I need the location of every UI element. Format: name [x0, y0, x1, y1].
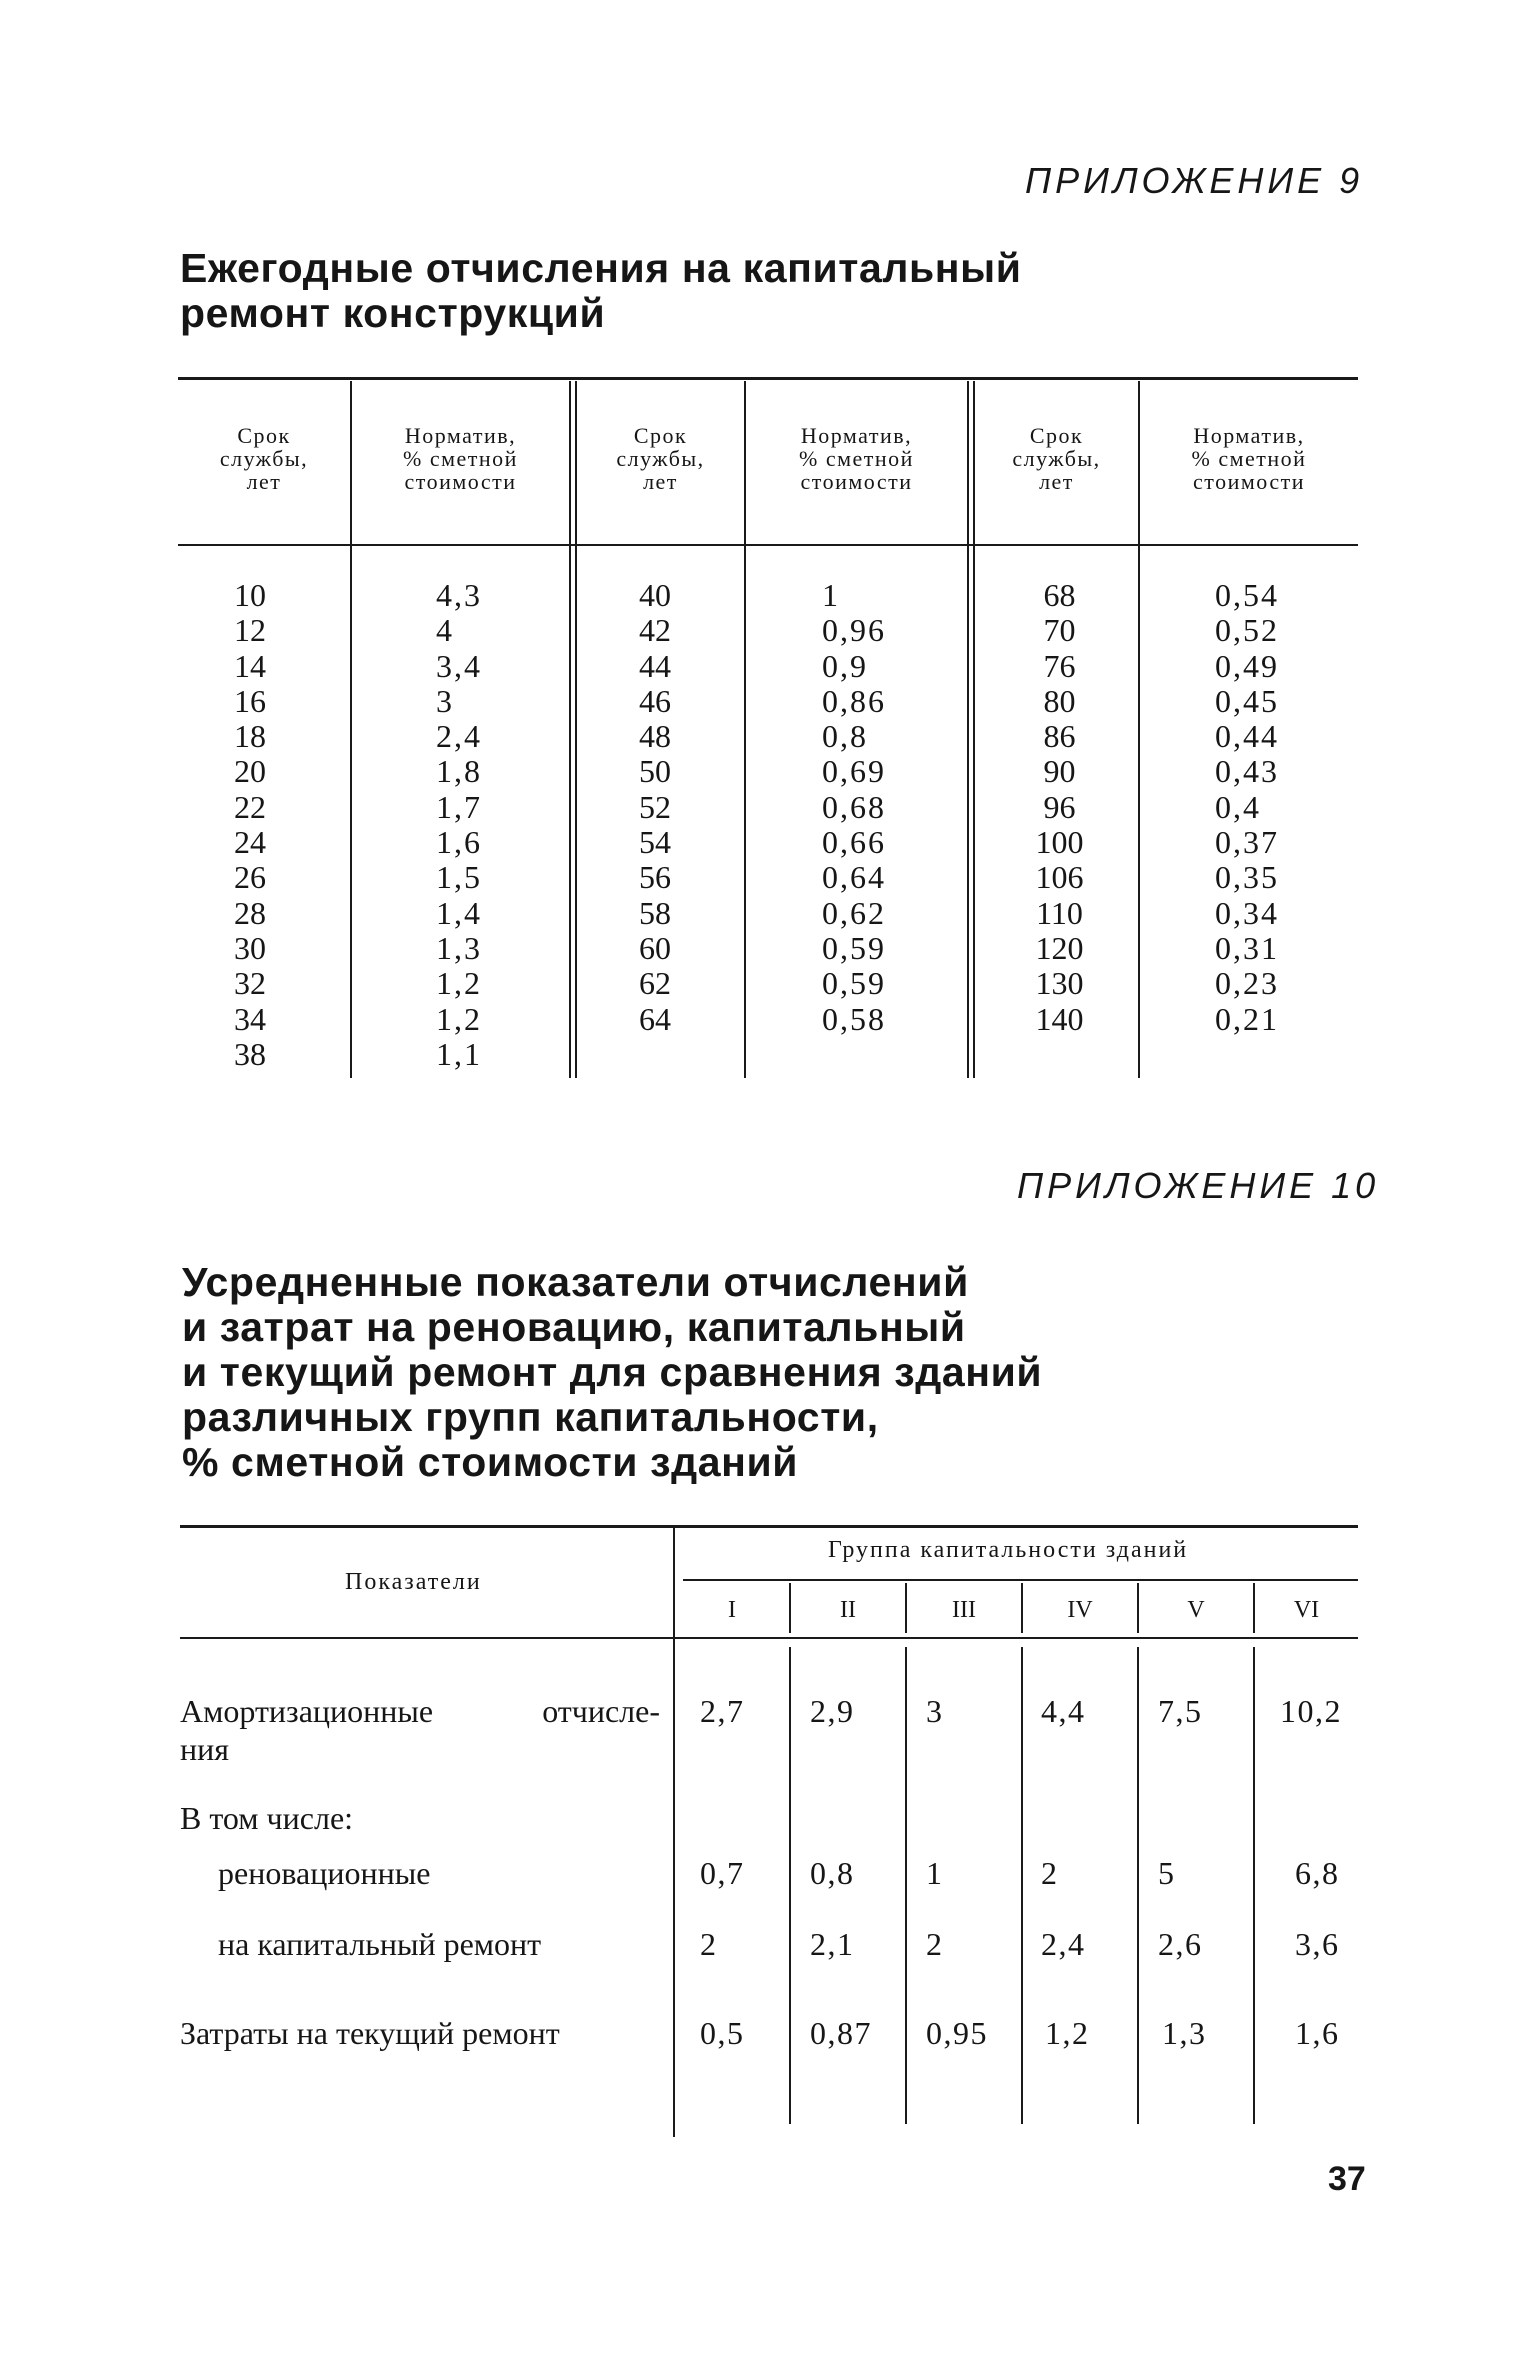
table-cell: 16: [234, 682, 266, 719]
table-cell: 3: [436, 682, 454, 719]
table-cell: 68: [1043, 577, 1076, 613]
table-cell: 100: [1035, 824, 1084, 861]
table-cell: 1: [822, 577, 840, 613]
table-cell: 0,9: [822, 647, 868, 684]
table-cell: 42: [639, 612, 671, 649]
table-cell: 0,96: [822, 612, 886, 649]
column-header-service-life: [178, 423, 350, 494]
table-cell: 4,3: [436, 577, 482, 613]
appendix-9-title-line: ремонт конструкций: [180, 290, 606, 336]
table-cell: 1: [926, 1855, 944, 1891]
service-life-column: [615, 578, 695, 1037]
row-label: на капитальный ремонт: [218, 1926, 542, 1962]
table-cell: 2: [700, 1926, 718, 1962]
header-line: Срок: [237, 423, 291, 448]
table-cell: 0,86: [822, 682, 886, 719]
table-cell: 38: [234, 1035, 266, 1072]
table-cell: 54: [639, 824, 671, 861]
table-cell: 1,8: [436, 753, 482, 790]
table-cell: 106: [1035, 859, 1084, 896]
table-cell: 3,6: [1295, 1926, 1340, 1962]
table-cell: 0,64: [822, 859, 886, 896]
header-line: Норматив,: [800, 423, 913, 448]
table-cell: 80: [1043, 682, 1076, 719]
table-cell: 0,62: [822, 894, 886, 931]
table-cell: 0,43: [1215, 753, 1279, 790]
table-cell: 7,5: [1158, 1693, 1203, 1729]
table-cell: 1,3: [436, 929, 482, 966]
header-bottom-rule: [180, 1637, 1358, 1639]
table-cell: 0,52: [1215, 612, 1279, 649]
table-cell: 1,7: [436, 788, 482, 825]
table-top-rule: [180, 1525, 1358, 1528]
row-label: реновационные: [218, 1855, 431, 1891]
table-cell: 0,4: [1215, 788, 1261, 825]
header-line: Срок: [633, 423, 688, 448]
table-cell: 76: [1043, 647, 1076, 684]
table-cell: 64: [639, 1000, 671, 1037]
group-label: IV: [1067, 1597, 1093, 1623]
table-cell: 0,87: [810, 2015, 872, 2051]
column-header-service-life: [975, 423, 1138, 494]
header-line: Норматив,: [404, 423, 517, 448]
table-cell: 1,6: [1295, 2015, 1340, 2051]
column-divider: [905, 1647, 907, 2124]
table-cell: 1,2: [1045, 2015, 1090, 2051]
table-cell: 0,49: [1215, 647, 1279, 684]
table-cell: 44: [639, 647, 671, 684]
table-cell: 2: [1041, 1855, 1059, 1891]
table-cell: 1,6: [436, 824, 482, 861]
table-cell: 0,21: [1215, 1000, 1279, 1037]
table-cell: 20: [234, 753, 266, 790]
table-cell: 2: [926, 1926, 944, 1962]
table-cell: 40: [639, 577, 671, 613]
row-label: В том числе:: [180, 1800, 354, 1836]
table-cell: 10: [234, 577, 266, 613]
table-cell: 52: [639, 788, 671, 825]
header-line: % сметной: [403, 446, 518, 471]
norm-column: [1215, 578, 1345, 1037]
header-bottom-rule: [178, 544, 1358, 546]
header-line: стоимости: [1193, 469, 1305, 494]
header-line: лет: [246, 469, 282, 494]
service-life-column: [210, 578, 290, 1072]
table-cell: 22: [234, 788, 266, 825]
table-cell: 110: [1036, 894, 1083, 931]
norm-column: [436, 578, 556, 1072]
table-cell: 12: [234, 612, 266, 649]
group-label: VI: [1293, 1597, 1320, 1623]
table-cell: 130: [1035, 965, 1084, 1002]
table-cell: 0,66: [822, 824, 886, 861]
appendix-10-title-line: % сметной стоимости зданий: [182, 1439, 799, 1485]
column-divider: [1137, 1647, 1139, 2124]
appendix-10-title: [182, 1260, 1042, 1485]
group-label: III: [952, 1597, 976, 1623]
table-cell: 0,34: [1215, 894, 1279, 931]
appendix-10-title-line: Усредненные показатели отчислений: [182, 1259, 969, 1305]
table-cell: 2,9: [810, 1693, 855, 1729]
table-cell: 1,4: [436, 894, 482, 931]
header-line: стоимости: [800, 469, 913, 494]
table-cell: 70: [1043, 612, 1076, 649]
header-line: стоимости: [404, 469, 517, 494]
table-cell: 2,6: [1158, 1926, 1203, 1962]
table-cell: 2,1: [810, 1926, 855, 1962]
table-cell: 0,35: [1215, 859, 1279, 896]
column-header-service-life: [577, 423, 744, 494]
header-line: Норматив,: [1193, 423, 1305, 448]
table-cell: 0,7: [700, 1855, 745, 1891]
table-cell: 10,2: [1280, 1693, 1342, 1729]
row-label: Амортизационные отчисле-: [180, 1693, 660, 1729]
table-cell: 50: [639, 753, 671, 790]
table-cell: 0,45: [1215, 682, 1279, 719]
table-cell: 0,23: [1215, 965, 1279, 1002]
header-line: % сметной: [1191, 446, 1307, 471]
header-line: службы,: [616, 446, 705, 471]
table-cell: 2,4: [436, 718, 482, 755]
table-cell: 3: [926, 1693, 944, 1729]
header-line: службы,: [219, 446, 309, 471]
table-cell: 86: [1043, 718, 1076, 755]
appendix-10-title-line: и текущий ремонт для сравнения зданий: [182, 1349, 1043, 1395]
table-cell: 0,59: [822, 965, 886, 1002]
column-divider-double: [967, 381, 969, 1078]
column-header-norm: [746, 423, 967, 494]
table-cell: 0,5: [700, 2015, 745, 2051]
column-divider: [1253, 1647, 1255, 2124]
header-line: службы,: [1012, 446, 1101, 471]
page-number: 37: [1328, 2160, 1366, 2198]
row-label: Затраты на текущий ремонт: [180, 2015, 560, 2051]
column-divider: [789, 1647, 791, 2124]
table-cell: 0,95: [926, 2015, 988, 2051]
header-line: % сметной: [799, 446, 914, 471]
table-cell: 0,68: [822, 788, 886, 825]
table-cell: 34: [234, 1000, 266, 1037]
table-cell: 1,1: [436, 1035, 482, 1072]
table-cell: 2,7: [700, 1693, 745, 1729]
table-cell: 0,69: [822, 753, 886, 790]
table-cell: 60: [639, 929, 671, 966]
table-cell: 46: [639, 682, 671, 719]
table-cell: 6,8: [1295, 1855, 1340, 1891]
header-line: Срок: [1029, 423, 1084, 448]
table-cell: 0,37: [1215, 824, 1279, 861]
table-cell: 48: [639, 718, 671, 755]
table-cell: 62: [639, 965, 671, 1002]
appendix-10-title-line: и затрат на реновацию, капитальный: [182, 1304, 966, 1350]
appendix-9-title: [180, 246, 1022, 336]
column-header-norm: [1140, 423, 1358, 494]
table-cell: 1,2: [436, 965, 482, 1002]
appendix-10-title-line: различных групп капитальности,: [182, 1394, 879, 1440]
table-cell: 140: [1035, 1000, 1084, 1037]
header-line: лет: [1039, 469, 1074, 494]
norm-column: [822, 578, 952, 1037]
table-cell: 18: [234, 718, 266, 755]
service-life-column: [1012, 578, 1107, 1037]
table-cell: 14: [234, 647, 266, 684]
table-cell: 1,5: [436, 859, 482, 896]
table-cell: 0,44: [1215, 718, 1279, 755]
table-cell: 58: [639, 894, 671, 931]
table-cell: 0,8: [810, 1855, 855, 1891]
row-header: Показатели: [345, 1569, 482, 1595]
table-cell: 4: [436, 612, 454, 649]
table-cell: 28: [234, 894, 266, 931]
header-line: лет: [643, 469, 678, 494]
table-cell: 0,31: [1215, 929, 1279, 966]
table-top-rule: [178, 377, 1358, 380]
group-label: II: [840, 1597, 856, 1623]
group-label: I: [728, 1597, 736, 1623]
column-divider: [1021, 1647, 1023, 2124]
table-cell: 0,58: [822, 1000, 886, 1037]
table-cell: 4,4: [1041, 1693, 1086, 1729]
group-header-rule: [683, 1579, 1358, 1581]
group-header: Группа капитальности зданий: [828, 1537, 1189, 1563]
table-cell: 0,59: [822, 929, 886, 966]
table-cell: 5: [1158, 1855, 1176, 1891]
table-cell: 1,3: [1162, 2015, 1207, 2051]
table-cell: 2,4: [1041, 1926, 1086, 1962]
row-label-continuation: ния: [180, 1731, 229, 1767]
appendix-9-label: ПРИЛОЖЕНИЕ 9: [1025, 160, 1364, 201]
table-cell: 32: [234, 965, 266, 1002]
table-cell: 30: [234, 929, 266, 966]
table-cell: 1,2: [436, 1000, 482, 1037]
column-divider-double: [569, 381, 571, 1078]
appendix-10-label: ПРИЛОЖЕНИЕ 10: [1017, 1165, 1380, 1206]
table-cell: 0,8: [822, 718, 868, 755]
table-cell: 24: [234, 824, 266, 861]
table-cell: 56: [639, 859, 671, 896]
table-cell: 26: [234, 859, 266, 896]
appendix-9-title-line: Ежегодные отчисления на капитальный: [180, 245, 1022, 291]
table-cell: 0,54: [1215, 577, 1279, 613]
table-cell: 3,4: [436, 647, 482, 684]
group-label: V: [1187, 1597, 1205, 1623]
table-cell: 90: [1043, 753, 1076, 790]
column-header-norm: [352, 423, 569, 494]
table-cell: 120: [1035, 929, 1084, 966]
table-cell: 96: [1043, 788, 1076, 825]
